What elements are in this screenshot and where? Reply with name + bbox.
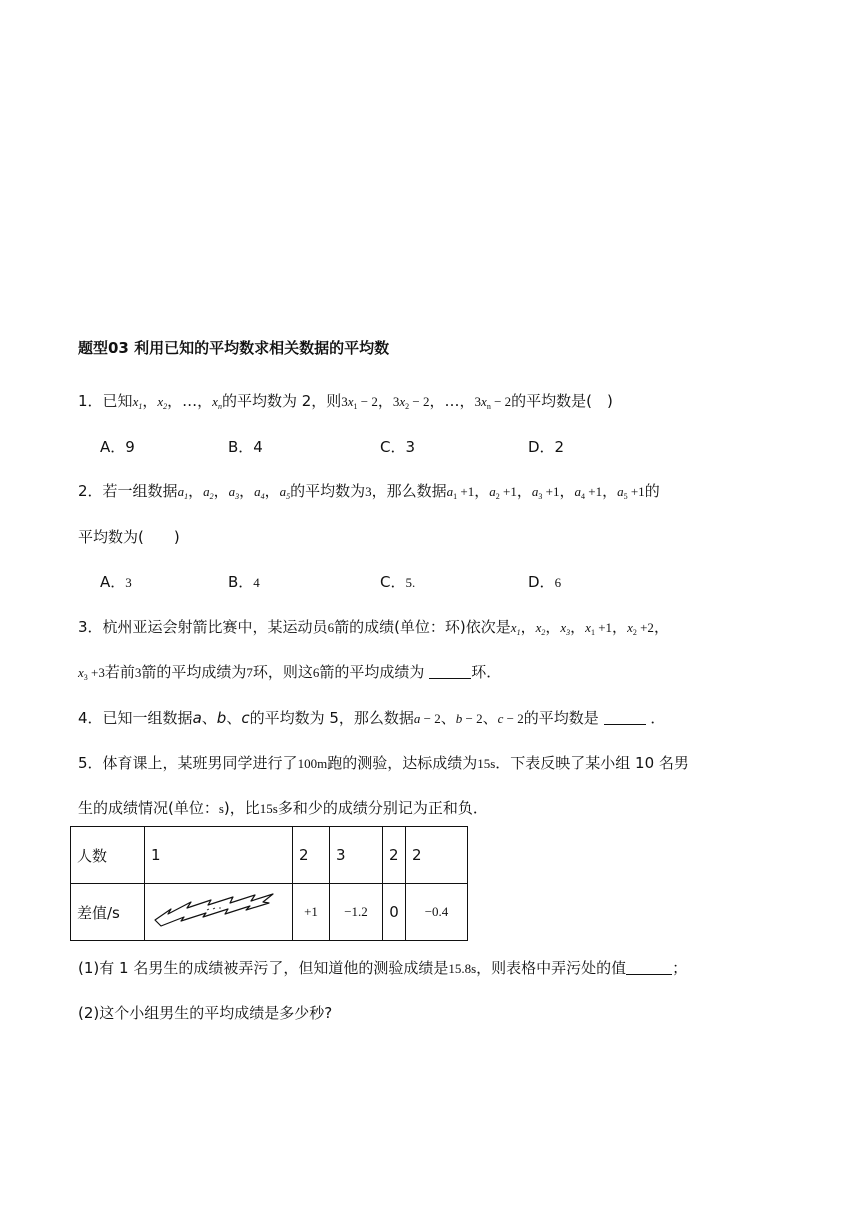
table-cell: 2 [293,827,330,884]
q2-option-d: D．6 [528,573,562,591]
table-row [71,827,468,884]
table-cell: 差值/s [71,884,145,941]
question-1: 1．已知$x_1$，$x_2$，…，$x_n$的平均数为 2，则$3x_1 - 2$，$3x_2 - 2$，…，$3x_n - 2$的平均数是( ) [78,392,613,411]
table-cell: −0.4 [406,884,468,941]
sub-question-2: (2)这个小组男生的平均成绩是多少秒? [78,1004,333,1022]
question-2: 2．若一组数据$a_1$，$a_2$，$a_3$，$a_4$，$a_5$的平均数为3，那么数据$a_1 +1$，$a_2 +1$，$a_3 +1$，$a_4 +1$，$a_5 +1$的 [78,482,660,501]
table-row [71,884,468,941]
table-cell: 3 [330,827,383,884]
smudge-cell [145,884,293,941]
q2-option-c: C．5. [380,573,416,591]
question-2-line-2: 平均数为( ) [78,528,180,546]
answer-blank[interactable] [429,664,471,679]
q1-option-d: D．2 [528,438,565,456]
smudge-mark [151,890,281,930]
question-5: 5．体育课上，某班男同学进行了100m跑的测验，达标成绩为15s．下表反映了某小组 10 名男 [78,754,689,772]
q2-option-a: A．3 [100,573,132,591]
question-4: 4．已知一组数据a、b、c的平均数为 5，那么数据a − 2、b − 2、c − 2的平均数是 ． [78,709,666,727]
question-3-line-2: $x_3 +3$若前3箭的平均成绩为7环，则这6箭的平均成绩为 环． [78,663,502,682]
table-cell: 人数 [71,827,145,884]
answer-blank[interactable] [626,960,672,975]
section-title: 题型03 利用已知的平均数求相关数据的平均数 [78,339,390,357]
table-cell: −1.2 [330,884,383,941]
question-number: 1． [78,392,103,410]
answer-blank[interactable] [604,710,646,725]
table-cell: 2 [406,827,468,884]
sub-question-1: (1)有 1 名男生的成绩被弄污了，但知道他的测验成绩是15.8s，则表格中弄污处的值 ； [78,959,688,977]
table-cell: 0 [383,884,406,941]
question-3: 3．杭州亚运会射箭比赛中，某运动员6箭的成绩(单位：环)依次是$x_1$，$x_2$，$x_3$，$x_1 +1$，$x_2 +2$， [78,618,669,637]
table-cell: +1 [293,884,330,941]
q2-option-b: B．4 [228,573,260,591]
q1-option-a: A．9 [100,438,135,456]
q1-option-c: C．3 [380,438,416,456]
table-cell: 1 [145,827,293,884]
table-cell: 2 [383,827,406,884]
score-table [70,826,468,941]
q1-option-b: B．4 [228,438,263,456]
question-5-line-2: 生的成绩情况(单位：s)，比15s多和少的成绩分别记为正和负． [78,799,488,817]
